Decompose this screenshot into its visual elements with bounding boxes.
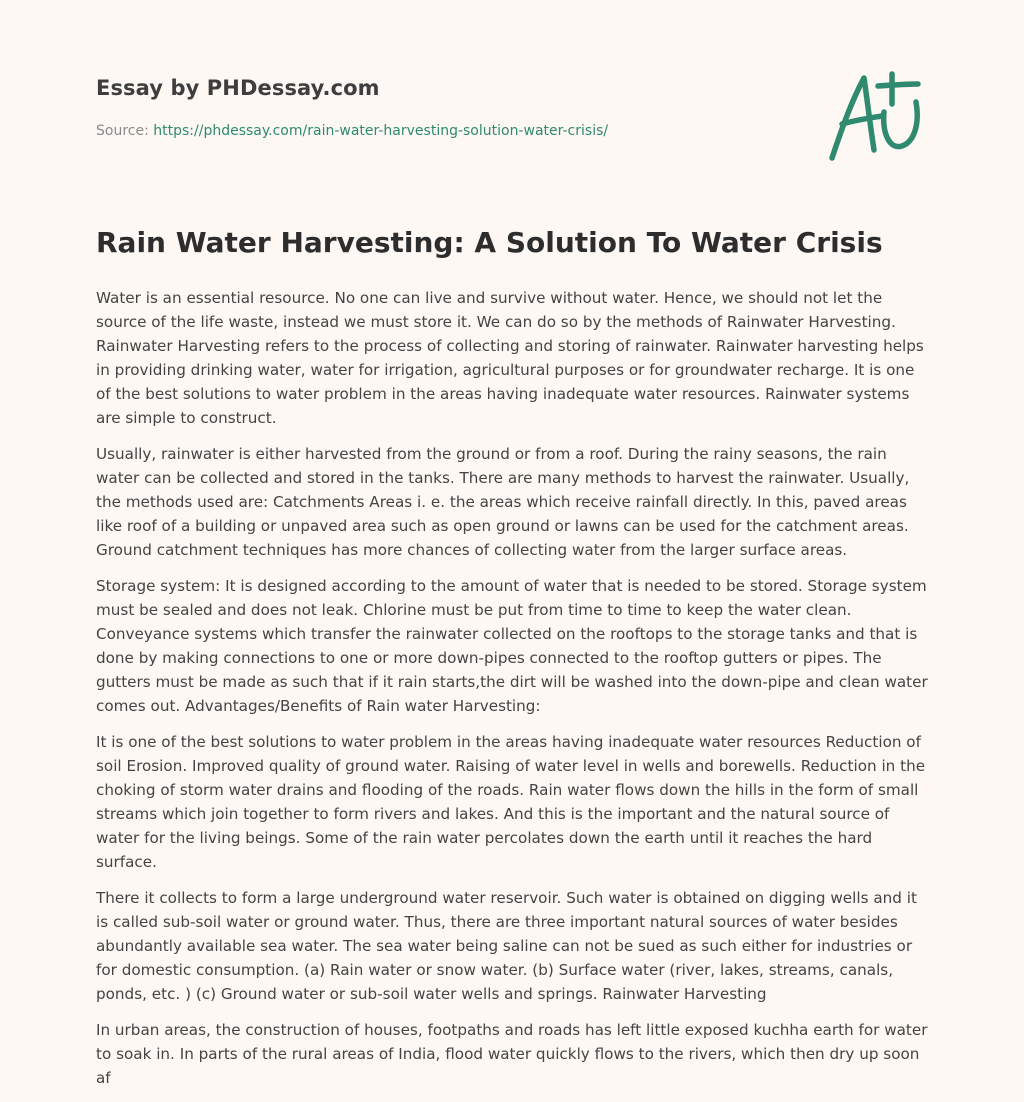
page-title: Rain Water Harvesting: A Solution To Water Crisis xyxy=(96,226,883,259)
source-link[interactable]: https://phdessay.com/rain-water-harvesting-solution-water-crisis/ xyxy=(153,123,609,139)
header xyxy=(96,76,928,139)
paragraph: Usually, rainwater is either harvested from the ground or from a roof. During the rainy seasons, the rain water can be collected and stored in the tanks. There are many methods to harvest the rainwater. Usually, the methods used are: Catchments Areas i. e. the areas which receive rainfall directly. In this, paved areas like roof of a building or unpaved area such as open ground or lawns can be used for the catchment areas. Ground catchment techniques has more chances of collecting water from the larger surface areas. xyxy=(96,445,910,559)
paragraph: It is one of the best solutions to water problem in the areas having inadequate water resources Reduction of soil Erosion. Improved quality of ground water. Raising of water level in wells and borewells. Reduction in the choking of storm water drains and flooding of the roads. Rain water flows down the hills in the form of small streams which join together to form rivers and lakes. And this is the important and the natural source of water for the living beings. Some of the rain water percolates down the earth until it reaches the hard surface. xyxy=(96,733,926,871)
source-label: Source: xyxy=(96,123,149,139)
brand-title: Essay by PHDessay.com xyxy=(96,76,380,100)
source-line xyxy=(96,123,608,139)
a-plus-icon xyxy=(820,66,930,166)
paragraph: Storage system: It is designed according to the amount of water that is needed to be stored. Storage system must be sealed and does not leak. Chlorine must be put from time to time to keep the water clean. Conveyance systems which transfer the rainwater collected on the rooftops to the storage tanks and that is done by making connections to one or more down-pipes connected to the rooftop gutters or pipes. The gutters must be made as such that if it rain starts,the dirt will be washed into the down-pipe and clean water comes out. Advantages/Benefits of Rain water Harvesting: xyxy=(96,577,928,715)
paragraph: Water is an essential resource. No one can live and survive without water. Hence, we should not let the source of the life waste, instead we must store it. We can do so by the methods of Rainwater Harvesting. Rainwater Harvesting refers to the process of collecting and storing of rainwater. Rainwater harvesting helps in providing drinking water, water for irrigation, agricultural purposes or for groundwater recharge. It is one of the best solutions to water problem in the areas having inadequate water resources. Rainwater systems are simple to construct. xyxy=(96,289,924,427)
paragraph: There it collects to form a large underground water reservoir. Such water is obtained on digging wells and it is called sub-soil water or ground water. Thus, there are three important natural sources of water besides abundantly available sea water. The sea water being saline can not be sued as such either for industries or for domestic consumption. (a) Rain water or snow water. (b) Surface water (river, lakes, streams, canals, ponds, etc. ) (c) Ground water or sub-soil water wells and springs. Rainwater Harvesting xyxy=(96,889,917,1003)
paragraph: In urban areas, the construction of houses, footpaths and roads has left little exposed kuchha earth for water to soak in. In parts of the rural areas of India, flood water quickly flows to the rivers, which then dry up soon af xyxy=(96,1021,928,1087)
article-body xyxy=(96,286,932,1102)
